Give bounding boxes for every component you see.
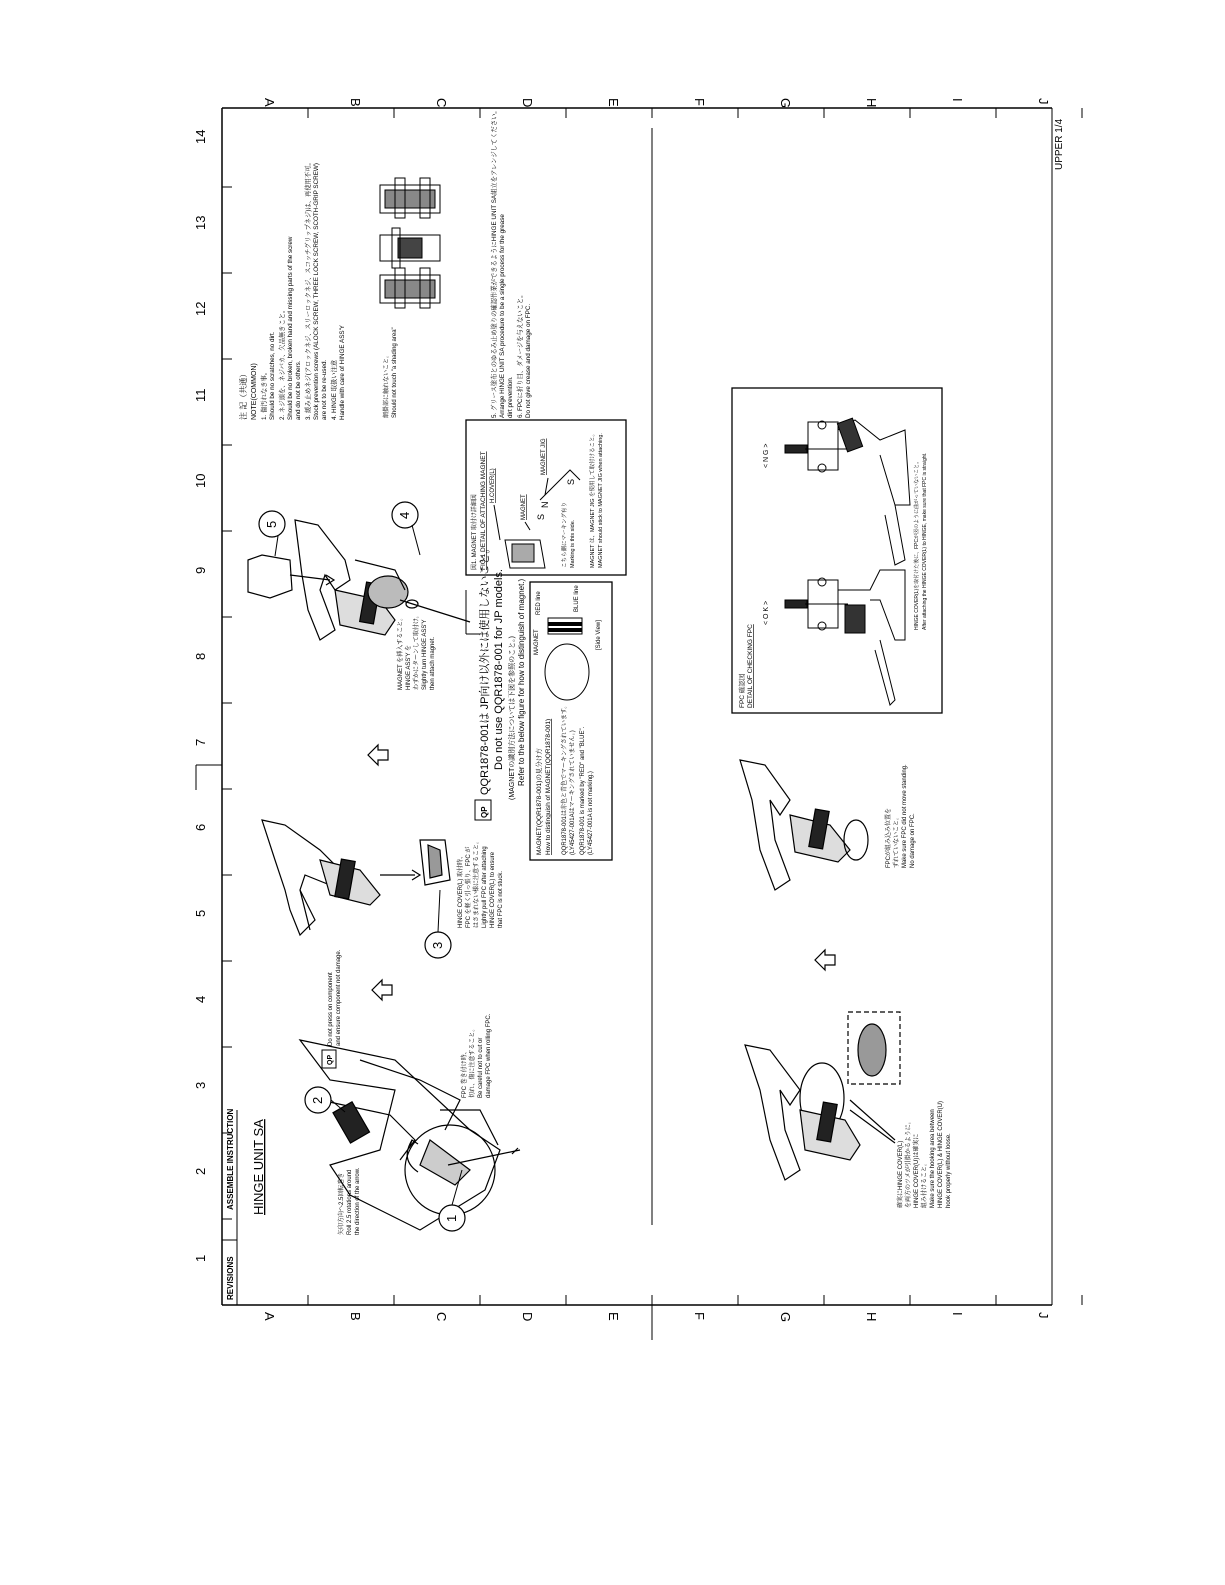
qp-magnet-line4: Refer to the below figure for how to distinguish of magnet.)	[517, 578, 526, 786]
fig1-note-jp: MAGNET は、MAGNET JIG を使用して取付けること。	[590, 431, 596, 568]
row-label-e-bottom: E	[606, 1312, 621, 1321]
row-label-b-bottom: B	[348, 1312, 363, 1321]
lower-mid-note	[884, 764, 916, 868]
note-line: Should be no broken, broken hand and missing parts of the screw	[287, 236, 294, 420]
step3-figure	[262, 820, 450, 935]
fig1-s-bottom: S	[566, 478, 576, 485]
side-view-label: [Side View]	[596, 620, 602, 650]
qp-magnet-note	[466, 543, 526, 820]
row-label-e: E	[606, 98, 621, 107]
row-label-c-bottom: C	[434, 1312, 449, 1322]
row-labels-top	[262, 98, 1051, 108]
fpc-check-title-en: DETAIL OF CHECKING FPC	[747, 624, 754, 708]
row-label-h-bottom: H	[864, 1312, 879, 1322]
box-title-en: How to distinguish of MAGNET(QQR1878-001)	[545, 718, 552, 855]
fpc-check-title-jp: FPC 確認図	[739, 673, 746, 708]
note-line: 2. ネジ頭を、ネジバカ、欠品無きこと。	[279, 306, 286, 420]
step4-5-figure	[248, 520, 470, 640]
note-line: Do not give crease and damage on FPC.	[525, 303, 532, 418]
step3-note-line: はさまれない様に注意すること。	[474, 837, 480, 928]
col-label-1: 1	[193, 1254, 208, 1262]
notes-header-en: NOTE(COMMON)	[251, 363, 258, 420]
qp-note-line: Do not press on component	[328, 972, 334, 1046]
title-block	[222, 1108, 266, 1305]
step1-note	[337, 1167, 361, 1235]
step-arrow-2	[368, 745, 388, 765]
box-line: QQR1878-001 is marked by "RED" and "BLUE".	[580, 726, 586, 855]
callout-2: 2	[310, 1096, 325, 1104]
step4-note-line: Slightly turn HINGE ASS'Y	[422, 619, 428, 690]
fpc-check-note-line: After attaching the HINGE COVER(L) to HINGE, make sure that FPC is straight.	[922, 452, 928, 630]
lower-left-note-line: 確実にHINGE COVER(L)	[898, 1140, 904, 1208]
col-label-3: 3	[193, 1081, 208, 1089]
step2-qp-note	[322, 949, 342, 1068]
row-labels-bottom	[262, 1312, 1051, 1322]
lower-left-note-line: hook properly without loose.	[946, 1133, 952, 1208]
lower-left-note-line: Make sure the hooking area between	[930, 1109, 936, 1208]
callout-3: 3	[430, 941, 445, 949]
notes-header-jp: 注 記（共通）	[239, 369, 248, 420]
shading-note-en: Should not touch "a shading area"	[392, 327, 398, 418]
row-label-j-bottom: J	[1036, 1312, 1051, 1319]
fpc-note-line: Be careful not to cut or	[478, 1037, 484, 1098]
fpc-note-line: 切れ、傷に注意すること。	[470, 1025, 476, 1098]
note-line: 3. 緩み止めネジ(アロックネジ、スリーロックネジ、スコッチグリップネジ)は、再使用不可。	[305, 159, 312, 420]
lower-mid-note-line: Make sure FPC did not move standing.	[902, 764, 908, 868]
fpc-ok-label: < O K >	[763, 600, 770, 625]
magnet-label: MAGNET	[534, 629, 540, 655]
step1-note-jp: 矢印方向へ2.5回転巻き	[339, 1172, 345, 1235]
step2-fpc-note	[460, 1013, 492, 1098]
note-line: 5. グリース塗布とのゆるみ止め塗りの確認作業ができるようにHINGE UNIT SA組立をアレンジしてください。	[491, 107, 498, 418]
col-label-11: 11	[193, 388, 208, 402]
step1-note-en: the direction of the arrow.	[355, 1167, 361, 1235]
shading-area-figure	[380, 178, 440, 308]
box-title-jp: MAGNET(QQR1878-001)の見分け方	[536, 748, 543, 855]
qp-magnet-line1: QQR1878-001は JP向け以外には使用しないこと。	[479, 542, 491, 795]
box-line: QQR1878-001は赤色と青色でマーキングされています。	[562, 702, 568, 855]
row-label-f-bottom: F	[692, 1312, 707, 1320]
qp-magnet-line3: (MAGNETの識別方法については下図を参照のこと。)	[509, 636, 516, 800]
box-line: (LY45427-001Aはマーキングされていません。)	[570, 730, 576, 855]
row-label-h: H	[864, 98, 879, 108]
fig1-marking-jp: こちら側にマーキング有り	[562, 502, 568, 568]
notes-block	[238, 107, 532, 420]
lower-mid-note-line: FPCが組み込み位置を	[886, 807, 892, 868]
step1-note-en: Roll 2.5 rotations around	[347, 1169, 353, 1235]
step4-note-line: then attach magnet.	[430, 636, 436, 690]
lower-mid-note-line: ずれていないこと。	[894, 813, 900, 868]
fpc-note-line: FPC 巻き付け時、	[462, 1048, 468, 1098]
box-line: (LY45427-001A is not marking.)	[588, 771, 594, 855]
red-line-label: RED line	[536, 591, 542, 615]
row-label-a-bottom: A	[262, 1312, 277, 1321]
row-label-d: D	[520, 98, 535, 108]
fpc-check-note-line: HINGE COVER(L)を取付けた後に、FPCが図のように曲がっていないこと。	[914, 458, 920, 630]
fpc-ng-label: < N G >	[763, 443, 770, 468]
step3-note-line: HINGE COVER(L) to ensure	[490, 851, 496, 928]
fig1-h-cover: H.COVER(L)	[490, 468, 496, 503]
lower-left-figure	[745, 1012, 900, 1180]
callout-4: 4	[397, 511, 412, 519]
revisions-label: REVISIONS	[226, 1256, 235, 1300]
step5-callout	[259, 511, 285, 556]
col-label-12: 12	[193, 301, 208, 316]
note-line: are not to be re-used.	[321, 359, 328, 420]
magnet-distinguish-box	[530, 582, 612, 860]
step3-note-line: HINGE COVER(L) 取付時、	[458, 852, 464, 928]
note-line: Should be no scratches, no dirt.	[269, 331, 276, 420]
row-label-a: A	[262, 98, 277, 107]
col-label-10: 10	[193, 473, 208, 488]
col-label-4: 4	[193, 995, 208, 1003]
fig1-n: N	[540, 501, 550, 508]
note-line: 6. FPCに折り目、ダメージを与えないこと。	[517, 291, 524, 418]
note-line: and do not be others.	[295, 360, 302, 420]
fig1-marking-en: Marking is this side.	[570, 519, 576, 568]
row-label-c: C	[434, 98, 449, 108]
note-line: Arrange HINGE UNIT SA procedure to be a single process for the grease	[499, 214, 506, 418]
fpc-check-box	[732, 388, 942, 713]
drawing-frame	[196, 108, 1052, 1340]
column-labels	[193, 130, 208, 1262]
step4-note-line: HINGE ASS'Y を	[406, 644, 412, 690]
step3-note-line: that FPC is not stuck.	[498, 870, 504, 928]
fig1-s-top: S	[536, 513, 546, 520]
fpc-note-line: damage FPC when rolling FPC.	[486, 1013, 492, 1098]
fig1-magnet-jig: MAGNET JIG	[541, 438, 547, 475]
row-label-f: F	[692, 98, 707, 106]
note-line: Handle with care of HINGE ASS'Y	[339, 325, 346, 420]
step4-note-line: わずかにターンして取付け。	[414, 612, 420, 690]
sheet-label: UPPER 1/4	[1054, 118, 1065, 170]
col-label-2: 2	[193, 1167, 208, 1175]
callout-5: 5	[264, 520, 279, 528]
fig1-magnet: MAGNET	[521, 494, 527, 520]
lower-left-note-line: 組み付けること。	[922, 1159, 928, 1208]
row-label-g-bottom: G	[778, 1312, 793, 1323]
shading-note-jp: 網掛部に触れないこと。	[384, 351, 390, 418]
note-line: dirt prevention.	[507, 376, 514, 418]
qp-magnet-mark: QP	[480, 806, 489, 818]
col-label-8: 8	[193, 652, 208, 660]
qp-magnet-line2: Do not use QQR1878-001 for JP models.	[493, 569, 505, 770]
lower-mid-figure	[740, 760, 868, 890]
row-label-d-bottom: D	[520, 1312, 535, 1322]
row-label-i-bottom: I	[950, 1312, 965, 1316]
fig1-note-en: MAGNET should stick to MAGNET JIG when attaching.	[598, 433, 604, 568]
col-label-6: 6	[193, 823, 208, 831]
lower-left-note-line: HINGE COVER(L) & HINGE COVER(U)	[938, 1100, 944, 1208]
row-label-b: B	[348, 98, 363, 107]
note-line: 1. 傷汚れなき事。	[261, 368, 268, 420]
lower-left-note	[896, 1101, 952, 1208]
step4-note-line: MAGNET を挿入すること。	[398, 614, 404, 690]
fig1-title-jp: 図1. MAGNET 取付け詳細図	[472, 494, 478, 570]
step4-note	[396, 612, 436, 690]
step3-callout	[425, 890, 451, 958]
drawing-title: HINGE UNIT SA	[251, 1119, 266, 1215]
step3-note-line: FPC を軽く引っ張り、FPC が	[466, 846, 472, 928]
col-label-9: 9	[193, 566, 208, 574]
callout-1: 1	[444, 1214, 459, 1222]
lower-mid-note-line: No damage on FPC.	[910, 813, 916, 868]
qp-note-line: and ensure component not damage.	[336, 949, 342, 1046]
col-label-14: 14	[193, 129, 208, 144]
step-arrow-3	[815, 950, 835, 970]
step3-note-line: Lightly pull FPC after attaching	[482, 846, 488, 928]
col-label-13: 13	[193, 215, 208, 230]
row-label-i: I	[950, 98, 965, 102]
lower-left-note-line: を両方のツメが引掛かるように。	[906, 1118, 912, 1208]
note-line: 4. HINGE 取扱い注意	[331, 359, 338, 420]
assemble-instruction-label: ASSEMBLE INSTRUCTION	[226, 1108, 235, 1210]
col-label-5: 5	[193, 909, 208, 917]
blue-line-label: BLUE line	[574, 585, 580, 612]
col-label-7: 7	[193, 738, 208, 746]
row-label-g: G	[778, 98, 793, 109]
lower-left-note-line: HINGE COVER(U)は確実に	[914, 1133, 920, 1208]
step3-note	[456, 838, 504, 928]
note-line: Stock prevention screws (ALOCK SCREW, THREE LOCK SCREW, SCOTH-GRIP SCREW)	[313, 163, 320, 420]
row-label-j: J	[1036, 98, 1051, 105]
qp-mark: QP	[327, 1054, 334, 1065]
fig1-title-en: FIG.1 DETAIL OF ATTACHING MAGNET	[480, 451, 487, 570]
step-arrow-1	[372, 980, 392, 1000]
step4-callout	[392, 502, 420, 555]
